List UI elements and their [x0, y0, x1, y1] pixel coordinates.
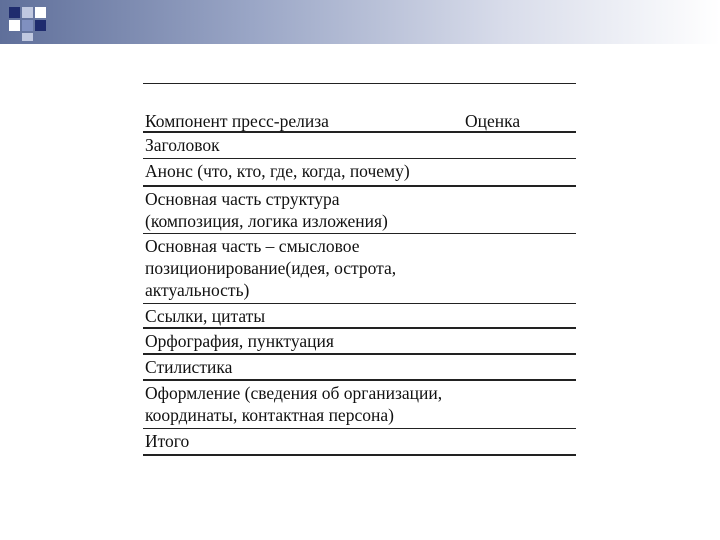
table-row — [143, 330, 576, 355]
row-text: (композиция, логика изложения) — [145, 211, 388, 231]
row-text: Анонс (что, кто, где, когда, почему) — [145, 161, 410, 181]
row-text: Стилистика — [145, 357, 233, 377]
table-row — [143, 305, 576, 329]
row-text: актуальность) — [145, 280, 250, 300]
row-text: Итого — [145, 431, 190, 451]
header-component: Компонент пресс-релиза — [145, 111, 329, 131]
table-row — [143, 160, 576, 187]
row-text: Заголовок — [145, 135, 220, 155]
row-text: Орфография, пунктуация — [145, 331, 334, 351]
row-text: позиционирование(идея, острота, — [145, 258, 397, 278]
table-row — [143, 235, 576, 304]
table-top-rule — [143, 83, 576, 84]
row-text: координаты, контактная персона) — [145, 405, 394, 425]
square-mid-1 — [22, 20, 33, 31]
header-score: Оценка — [465, 111, 521, 131]
row-text: Основная часть – смысловое — [145, 236, 360, 256]
corner-squares-decoration — [0, 0, 80, 44]
row-text: Ссылки, цитаты — [145, 306, 266, 326]
square-dark-2 — [35, 20, 46, 31]
square-light-1 — [22, 7, 33, 18]
table-header-row — [143, 110, 576, 133]
square-white-2 — [9, 20, 20, 31]
table-row — [143, 134, 576, 159]
table-row — [143, 382, 576, 429]
top-gradient-band — [0, 0, 720, 44]
table-row — [143, 430, 576, 456]
table-row — [143, 356, 576, 381]
row-text: Оформление (сведения об организации, — [145, 383, 443, 403]
row-text: Основная часть структура — [145, 189, 340, 209]
square-white-1 — [35, 7, 46, 18]
square-light-2 — [22, 33, 33, 41]
square-dark-1 — [9, 7, 20, 18]
table-row — [143, 188, 576, 234]
